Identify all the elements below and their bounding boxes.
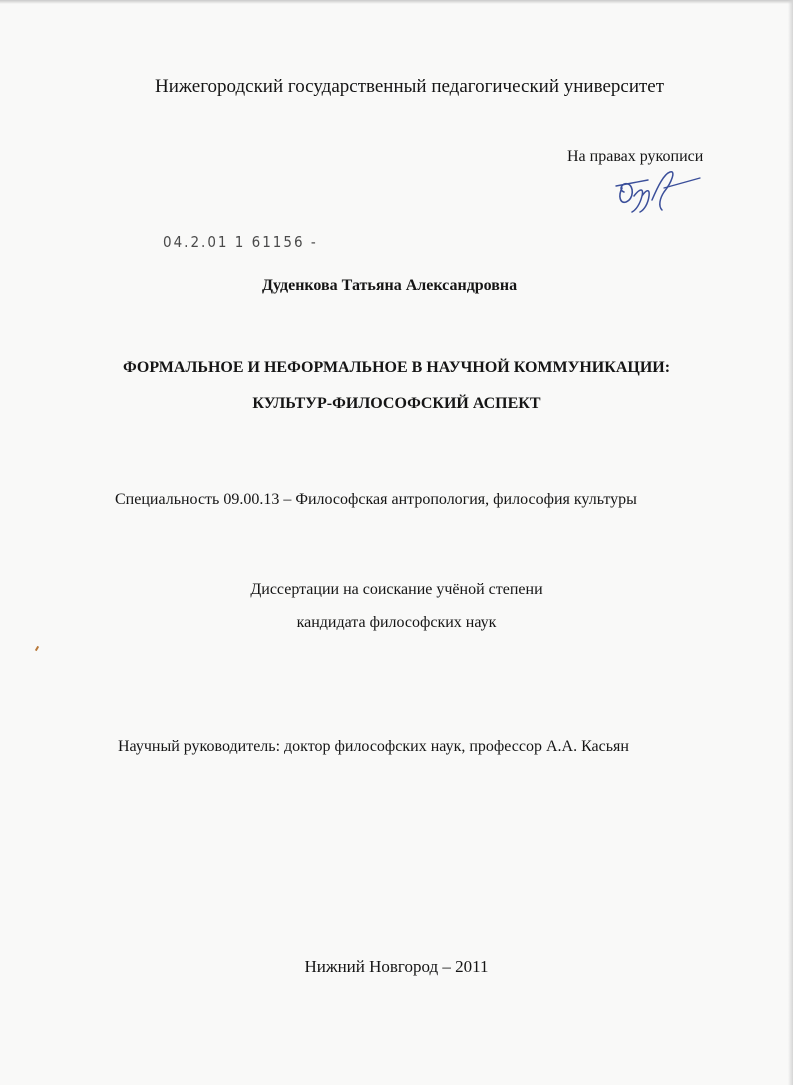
dissertation-title-line-2: КУЛЬТУР-ФИЛОСОФСКИЙ АСПЕКТ <box>252 395 541 412</box>
supervisor: Научный руководитель: доктор философских наук, профессор А.А. Касьян <box>118 738 629 755</box>
signature-icon <box>612 166 702 216</box>
dissertation-title-line-1: ФОРМАЛЬНОЕ И НЕФОРМАЛЬНОЕ В НАУЧНОЙ КОММУНИКАЦИИ: <box>122 359 671 376</box>
scan-edge-top <box>0 0 793 4</box>
author-name: Дуденкова Татьяна Александровна <box>262 277 518 294</box>
specialty: Специальность 09.00.13 – Философская антропология, философия культуры <box>115 491 637 508</box>
degree-line-1: Диссертации на соискание учёной степени <box>250 581 543 598</box>
scan-speck <box>35 646 39 651</box>
scan-edge-right <box>788 0 793 1085</box>
archive-stamp-number: 04.2.01 1 61156 - <box>163 233 318 251</box>
degree-line-2: кандидата философских наук <box>296 614 497 631</box>
manuscript-note: На правах рукописи <box>567 148 704 165</box>
university-name: Нижегородский государственный педагогический университет <box>155 76 665 97</box>
city-year: Нижний Новгород – 2011 <box>304 957 489 976</box>
